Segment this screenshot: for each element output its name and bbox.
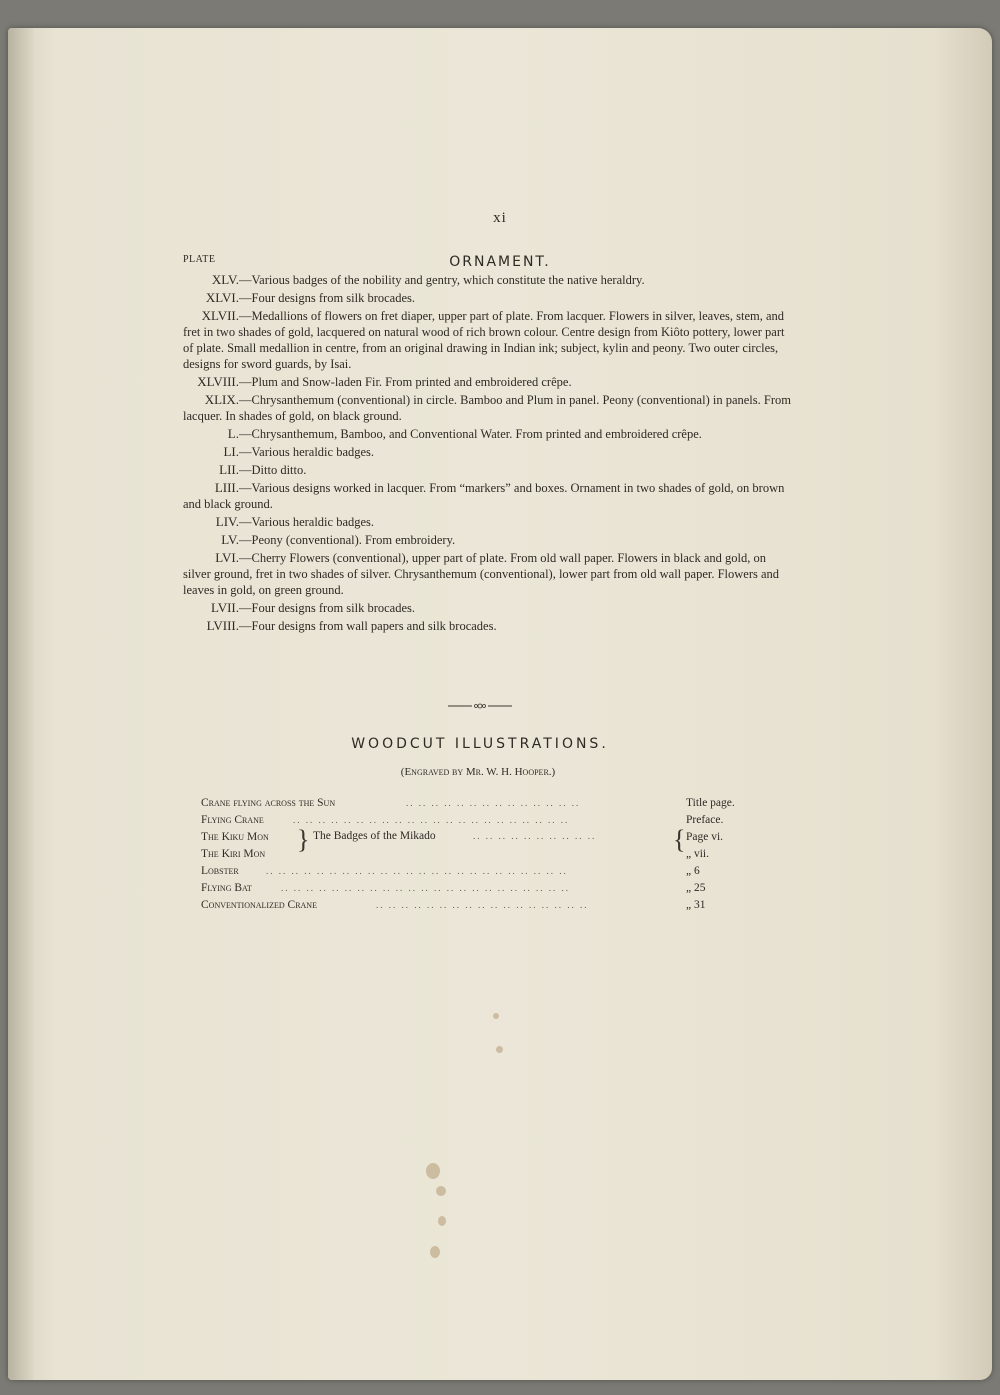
woodcut-page: „ 25 <box>686 882 706 894</box>
plate-number: LI. <box>223 444 239 459</box>
badges-group-label: The Badges of the Mikado <box>313 830 436 842</box>
plate-number: LV. <box>221 532 239 547</box>
plate-entry <box>183 550 793 598</box>
woodcut-title: Conventionalized Crane <box>201 899 317 911</box>
plate-description: —Four designs from silk brocades. <box>239 291 416 305</box>
page-number: xi <box>493 210 507 226</box>
plate-entry <box>183 514 793 530</box>
plate-entry <box>183 444 793 460</box>
plate-description: —Cherry Flowers (conventional), upper part of plate. From old wall paper. Flowers in black and gold, on silver ground, fret in two shades of silver. Chrysanthemum (conventional), lower part from old wall paper. Flowers and leaves in gold, on green ground. <box>183 551 780 597</box>
plate-entry <box>183 290 793 306</box>
leader-dots: .. .. .. .. .. .. .. .. .. .. .. .. .. .. .. .. .. .. .. .. .. .. <box>293 815 570 825</box>
plate-description: —Peony (conventional). From embroidery. <box>239 533 456 547</box>
woodcut-page: „ 31 <box>686 899 706 911</box>
woodcut-row <box>201 880 761 897</box>
plate-number: XLVII. <box>201 308 239 323</box>
plate-entry <box>183 392 793 424</box>
plate-entry <box>183 426 793 442</box>
woodcut-page: Title page. <box>686 797 735 809</box>
woodcut-page: „ 6 <box>686 865 700 877</box>
book-page <box>8 28 992 1380</box>
woodcut-page: Page vi. <box>686 831 724 843</box>
plate-entry <box>183 618 793 634</box>
woodcut-title: The Kiri Mon <box>201 848 266 860</box>
leader-dots: .. .. .. .. .. .. .. .. .. .. .. .. .. .. .. .. .. .. .. .. .. .. .. .. <box>266 866 568 876</box>
woodcut-title: Lobster <box>201 865 239 877</box>
engraver-credit: (Engraved by Mr. W. H. Hooper.) <box>400 766 556 778</box>
woodcut-title: The Kiku Mon <box>201 831 269 843</box>
plate-number: LIII. <box>214 480 239 495</box>
foxing-stain <box>493 1013 499 1019</box>
woodcut-heading: WOODCUT ILLUSTRATIONS. <box>351 736 609 752</box>
plate-list <box>183 272 793 636</box>
woodcut-page: Preface. <box>686 814 724 826</box>
plate-number: XLIX. <box>204 392 239 407</box>
foxing-stain <box>438 1216 446 1226</box>
woodcut-page: „ vii. <box>686 848 709 860</box>
book-spine <box>8 28 34 1380</box>
plate-number: XLVIII. <box>197 374 239 389</box>
leader-dots: .. .. .. .. .. .. .. .. .. .. .. .. .. .. <box>406 798 581 808</box>
plate-description: —Ditto ditto. <box>239 463 307 477</box>
woodcut-row <box>201 897 761 914</box>
woodcut-list <box>201 795 761 914</box>
leader-dots: .. .. .. .. .. .. .. .. .. .. <box>473 831 597 841</box>
plate-description: —Various designs worked in lacquer. From “markers” and boxes. Ornament in two shades of gold, on brown and black ground. <box>183 481 785 511</box>
woodcut-title: Flying Bat <box>201 882 252 894</box>
plate-description: —Various heraldic badges. <box>239 515 375 529</box>
plate-description: —Four designs from silk brocades. <box>239 601 416 615</box>
plate-description: —Chrysanthemum (conventional) in circle. Bamboo and Plum in panel. Peony (conventional) in panels. From lacquer. In shades of gold, on black ground. <box>183 393 791 423</box>
plate-description: —Various heraldic badges. <box>239 445 375 459</box>
plate-number: XLVI. <box>205 290 239 305</box>
plate-entry <box>183 272 793 288</box>
plate-number: LII. <box>219 462 239 477</box>
ornament-heading: ORNAMENT. <box>449 254 551 270</box>
foxing-stain <box>436 1186 446 1196</box>
plate-number: XLV. <box>211 272 239 287</box>
right-brace: { <box>673 825 686 854</box>
woodcut-title: Flying Crane <box>201 814 264 826</box>
woodcut-title: Crane flying across the Sun <box>201 797 336 809</box>
plate-entry <box>183 462 793 478</box>
plate-number: LVII. <box>210 600 239 615</box>
foxing-stain <box>426 1163 440 1179</box>
plate-entry <box>183 532 793 548</box>
woodcut-row <box>201 795 761 812</box>
plate-number: LVIII. <box>206 618 239 633</box>
plate-number: LIV. <box>215 514 239 529</box>
plate-entry <box>183 480 793 512</box>
woodcut-row <box>201 863 761 880</box>
plate-description: —Various badges of the nobility and gentry, which constitute the native heraldry. <box>239 273 645 287</box>
plate-description: —Plum and Snow-laden Fir. From printed and embroidered crêpe. <box>239 375 572 389</box>
foxing-stain <box>430 1246 440 1258</box>
plate-number: L. <box>227 426 239 441</box>
plate-entry <box>183 600 793 616</box>
ornamental-divider <box>448 703 512 709</box>
foxing-stain <box>496 1046 503 1053</box>
leader-dots: .. .. .. .. .. .. .. .. .. .. .. .. .. .. .. .. .. .. .. .. .. .. .. <box>281 883 570 893</box>
left-brace: } <box>297 825 310 854</box>
leader-dots: .. .. .. .. .. .. .. .. .. .. .. .. .. .. .. .. .. <box>376 900 589 910</box>
plate-entry <box>183 308 793 372</box>
plate-column-label: PLATE <box>183 254 216 265</box>
plate-description: —Medallions of flowers on fret diaper, upper part of plate. From lacquer. Flowers in silver, leaves, stem, and fret in two shades of gold, lacquered on natural wood of rich brown colour. Centre design from Kiôto pottery, lower part of plate. Small medallion in centre, from an original drawing in Indian ink; subject, kylin and peony. Two outer circles, designs for sword guards, by Isai. <box>183 309 785 371</box>
plate-entry <box>183 374 793 390</box>
plate-description: —Four designs from wall papers and silk brocades. <box>239 619 497 633</box>
plate-description: —Chrysanthemum, Bamboo, and Conventional Water. From printed and embroidered crêpe. <box>239 427 702 441</box>
plate-number: LVI. <box>215 550 239 565</box>
